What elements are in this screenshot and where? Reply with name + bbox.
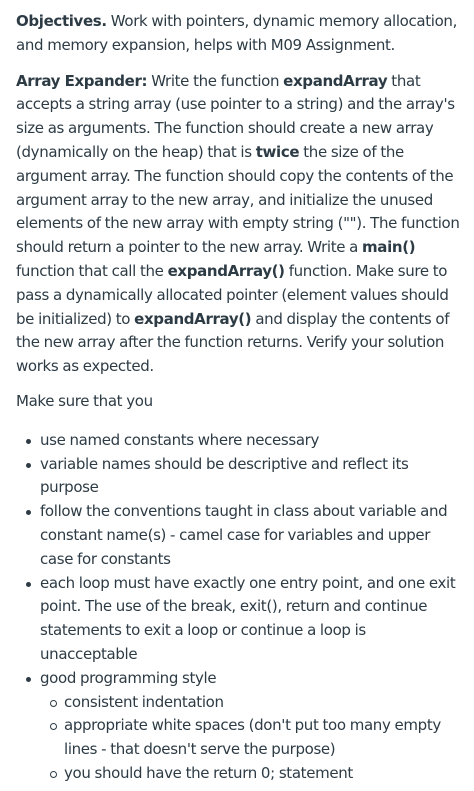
function-name-main: main() bbox=[362, 238, 416, 257]
assignment-text: Write the function bbox=[147, 71, 284, 90]
assignment-title: Array Expander: bbox=[16, 71, 148, 90]
assignment-text: and display the contents of the new array after the function returns. Verify your solution works as expected. bbox=[16, 309, 450, 376]
list-item bbox=[40, 453, 460, 501]
list-item bbox=[40, 572, 460, 667]
list-item bbox=[40, 429, 460, 453]
assignment-text: that accepts a string array (use pointer to a string) and the array's size as arguments. The function should create a new array (dynamically on the heap) that is bbox=[16, 71, 455, 161]
function-name-expandarray-call: expandArray() bbox=[167, 261, 285, 280]
assignment-text: the size of the argument array. The function should copy the contents of the argument array to the new array, and initialize the unused elements of the new array with empty string (""). The function should return a pointer to the new array. Write a bbox=[16, 142, 460, 257]
list-item bbox=[40, 667, 460, 786]
objectives-text: Work with pointers, dynamic memory allocation, and memory expansion, helps with M09 Assignment. bbox=[16, 12, 457, 54]
objectives-label: Objectives. bbox=[16, 12, 107, 30]
requirements-list bbox=[16, 429, 460, 786]
list-item-text: good programming style bbox=[40, 668, 217, 687]
function-name-expandarray-call: expandArray() bbox=[134, 309, 252, 328]
sublist-item-text: consistent indentation bbox=[64, 692, 224, 711]
sublist-item bbox=[64, 714, 460, 762]
keyword-twice: twice bbox=[255, 142, 300, 161]
bullet-icon bbox=[26, 510, 31, 515]
sublist-item bbox=[64, 691, 460, 715]
hollow-bullet-icon bbox=[50, 723, 57, 730]
list-item bbox=[40, 500, 460, 571]
list-item-text: each loop must have exactly one entry point, and one exit point. The use of the break, exit(), return and continue statements to exit a loop or continue a loop is unacceptable bbox=[40, 573, 456, 663]
assignment-text: function that call the bbox=[16, 261, 168, 280]
assignment-paragraph bbox=[16, 70, 460, 379]
sublist-item bbox=[64, 762, 460, 786]
bullet-icon bbox=[26, 463, 31, 468]
bullet-icon bbox=[26, 439, 31, 444]
hollow-bullet-icon bbox=[50, 700, 57, 707]
objectives-paragraph bbox=[16, 10, 460, 58]
function-name-expandarray: expandArray bbox=[283, 71, 388, 90]
requirements-intro: Make sure that you bbox=[16, 391, 153, 410]
list-item-text: use named constants where necessary bbox=[40, 430, 320, 449]
hollow-bullet-icon bbox=[50, 771, 57, 778]
style-sublist bbox=[40, 691, 460, 786]
list-item-text: variable names should be descriptive and reflect its purpose bbox=[40, 454, 409, 497]
sublist-item-text: appropriate white spaces (don't put too many empty lines - that doesn't serve the purpose) bbox=[64, 716, 441, 759]
bullet-icon bbox=[26, 582, 31, 587]
sublist-item-text: you should have the return 0; statement bbox=[64, 763, 353, 782]
bullet-icon bbox=[26, 677, 31, 682]
assignment-text: function. Make sure to pass a dynamically allocated pointer (element values should be initialized) to bbox=[16, 261, 449, 328]
list-item-text: follow the conventions taught in class about variable and constant name(s) - camel case for variables and upper case for constants bbox=[40, 502, 448, 568]
